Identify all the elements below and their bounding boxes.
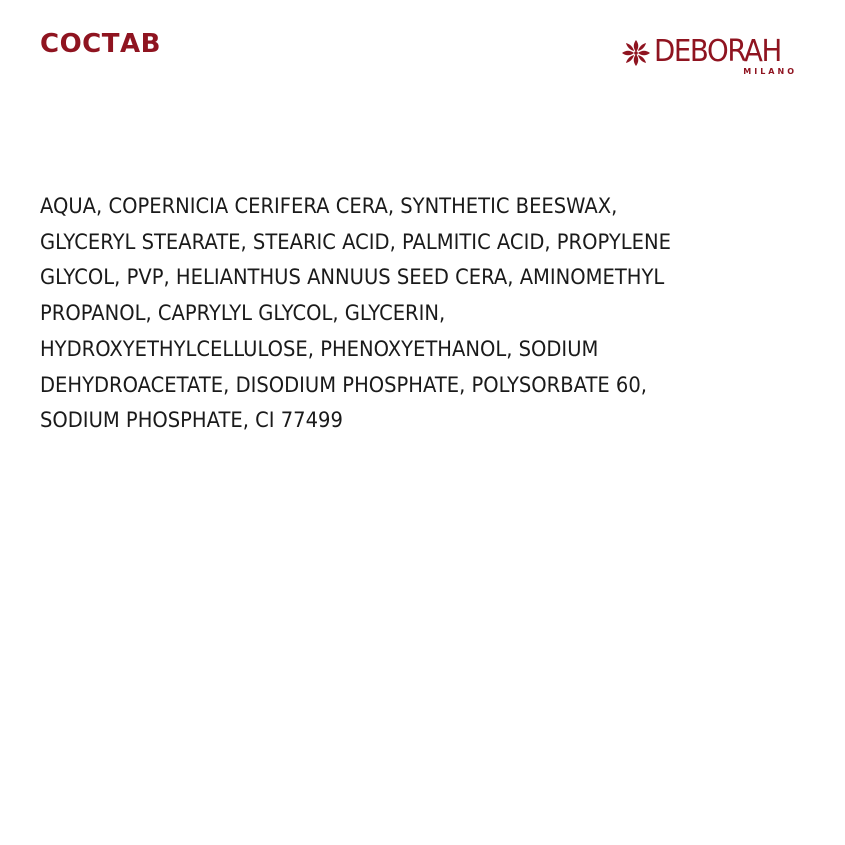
flower-ornament-icon <box>619 38 653 68</box>
brand-name: DEBORAH <box>654 34 781 69</box>
ingredients-list: AQUA, COPERNICIA CERIFERA CERA, SYNTHETIC BEESWAX, GLYCERYL STEARATE, STEARIC ACID, PALMITIC ACID, PROPYLENE GLYCOL, PVP, HELIANTHUS ANNUUS SEED CERA, AMINOMETHYL PROPANOL, CAPRYLYL GLYCOL, GLYCERIN, HYDROXYETHYLCELLULOSE, PHENOXYETHANOL, SODIUM DEHYDROACETATE, DISODIUM PHOSPHATE, POLYSORBATE 60, SODIUM PHOSPHATE, CI 77499 <box>40 194 671 433</box>
brand-logo <box>619 36 809 82</box>
page-title: СОСТАВ <box>40 29 161 59</box>
brand-subname: MILANO <box>743 67 797 76</box>
